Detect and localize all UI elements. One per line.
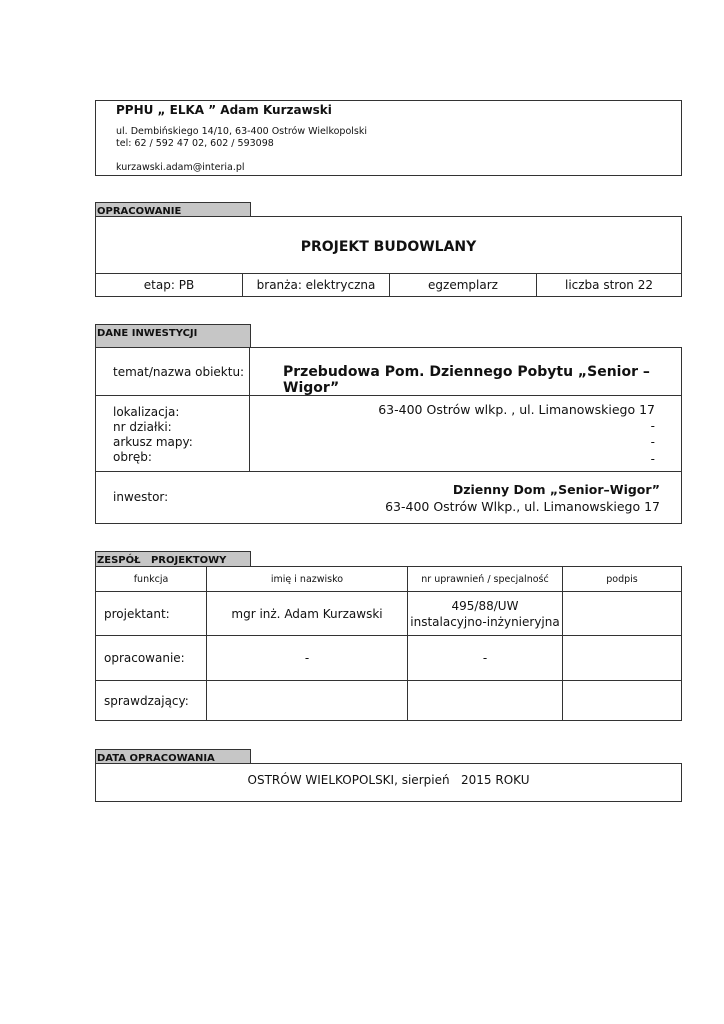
row-funkcja: projektant: [96,592,207,636]
row-podpis [563,636,682,681]
liczba-stron-cell: liczba stron 22 [537,274,682,297]
zespol-table [95,566,682,721]
col-nazwisko: imię i nazwisko [207,567,408,592]
row-uprawnienia: - [408,636,563,681]
inwestor-address: 63-400 Ostrów Wlkp., ul. Limanowskiego 17 [385,499,660,514]
company-name: PPHU „ ELKA ” Adam Kurzawski [116,103,332,117]
dane-divider-vertical [249,348,250,472]
dane-box [95,347,682,524]
data-opracowania-box [95,763,682,802]
opracowanie-table [95,216,682,297]
row-nazwisko: - [207,636,408,681]
arkusz-label: arkusz mapy: [113,435,193,449]
col-podpis: podpis [563,567,682,592]
temat-label: temat/nazwa obiektu: [113,365,245,379]
row-funkcja: opracowanie: [96,636,207,681]
lokalizacja-value: 63-400 Ostrów wlkp. , ul. Limanowskiego 17 [378,402,655,417]
data-opracowania-value: OSTRÓW WIELKOPOLSKI, sierpień 2015 ROKU [247,773,530,787]
inwestor-label: inwestor: [113,490,169,504]
row-funkcja: sprawdzający: [96,681,207,721]
col-uprawnienia: nr uprawnień / specjalność [408,567,563,592]
arkusz-value: - [650,435,655,449]
zespol-header-row [96,567,682,592]
opracowanie-header: OPRACOWANIE [95,202,251,217]
row-uprawnienia [408,681,563,721]
table-row [96,681,682,721]
table-row [96,592,682,636]
company-phone: tel: 62 / 592 47 02, 602 / 593098 [116,138,274,149]
branza-cell: branża: elektryczna [243,274,390,297]
lokalizacja-label: lokalizacja: [113,405,180,419]
row-nazwisko [207,681,408,721]
uprawnienia-number: 495/88/UW [451,598,519,613]
data-opracowania-header: DATA OPRACOWANIA [95,749,251,764]
inwestor-name: Dzienny Dom „Senior–Wigor” [452,482,660,497]
dane-header: DANE INWESTYCJI [95,324,251,348]
dane-divider-2 [96,471,681,472]
dzialki-label: nr działki: [113,420,172,434]
row-nazwisko: mgr inż. Adam Kurzawski [207,592,408,636]
uprawnienia-specjalnosc: instalacyjno-inżynieryjna [410,614,560,629]
row-podpis [563,592,682,636]
egzemplarz-cell: egzemplarz [390,274,537,297]
company-email: kurzawski.adam@interia.pl [116,162,245,173]
zespol-header: ZESPÓŁ PROJEKTOWY [95,551,251,567]
col-funkcja: funkcja [96,567,207,592]
obreb-label: obręb: [113,450,152,464]
table-row [96,636,682,681]
etap-cell: etap: PB [96,274,243,297]
dzialki-value: - [650,419,655,433]
row-uprawnienia [408,592,563,636]
project-title-cell [96,217,682,274]
obreb-value: - [650,452,655,466]
project-title: PROJEKT BUDOWLANY [300,238,477,255]
company-box [95,100,682,176]
row-podpis [563,681,682,721]
temat-value: Przebudowa Pom. Dziennego Pobytu „Senior –Wigor” [283,364,650,396]
company-address: ul. Dembińskiego 14/10, 63-400 Ostrów Wielkopolski [116,126,367,137]
